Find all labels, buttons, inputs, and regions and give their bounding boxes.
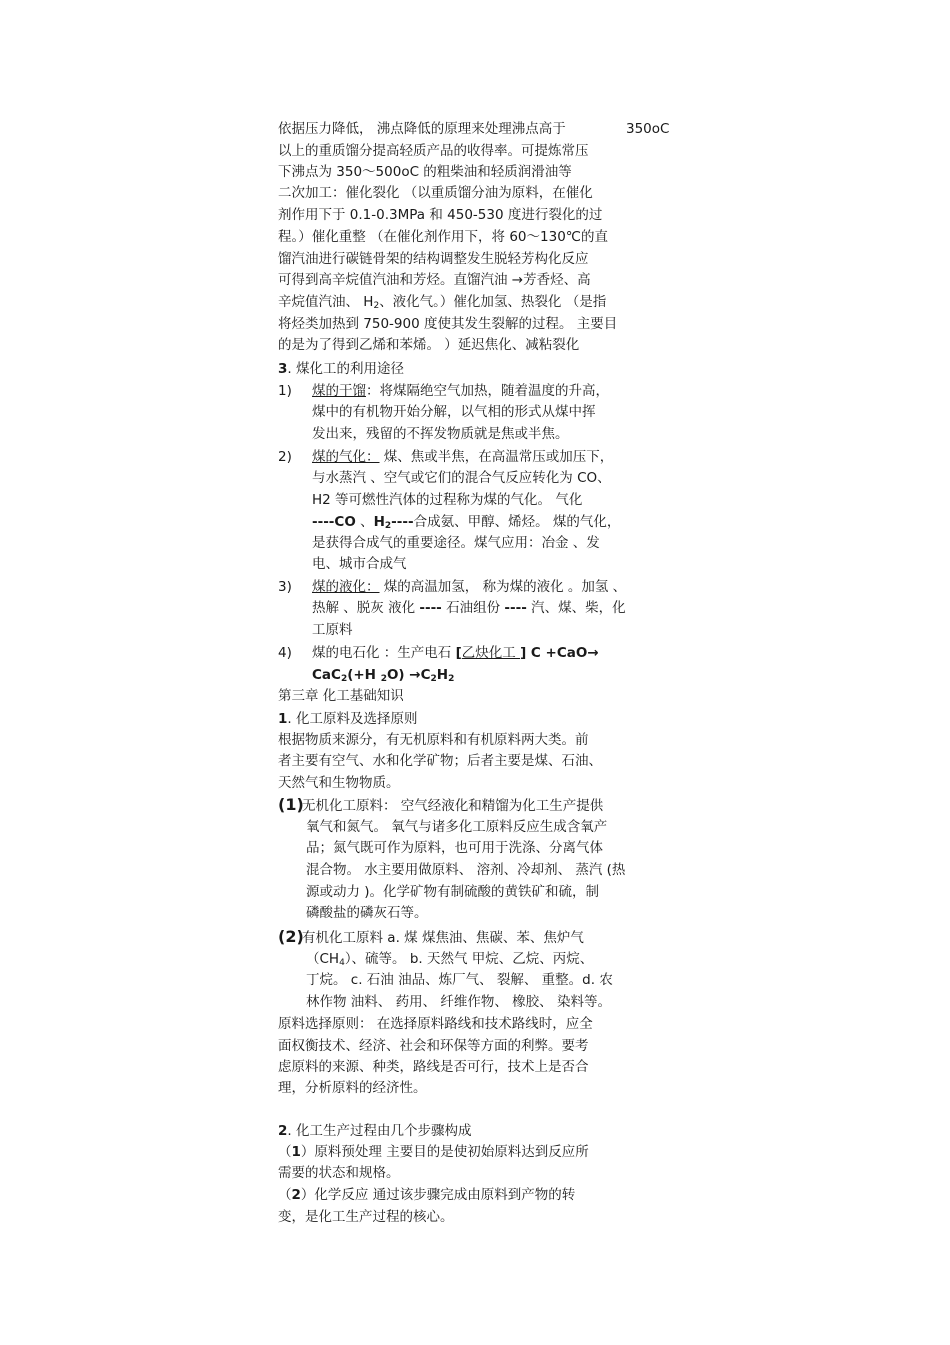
section-heading: 3. 煤化工的利用途径: [278, 361, 404, 377]
list-item: 煤的液化： 煤的高温加氢， 称为煤的液化 。加氢 、: [312, 579, 627, 595]
text-line: 剂作用下于 0.1-0.3MPa 和 450-530 度进行裂化的过: [278, 207, 603, 223]
text-line: 程。）催化重整 （在催化剂作用下，将 60～130℃的直: [278, 229, 608, 245]
text-line: 的是为了得到乙烯和苯烯。 ）延迟焦化、减粘裂化: [278, 337, 580, 353]
text-line: 需要的状态和规格。: [278, 1165, 400, 1181]
section-heading: 1. 化工原料及选择原则: [278, 711, 418, 727]
list-item: 工原料: [312, 622, 353, 638]
chapter-heading: 第三章 化工基础知识: [278, 688, 404, 704]
text-line: 可得到高辛烷值汽油和芳烃。直馏汽油 →芳香烃、高: [278, 272, 591, 288]
chemical-equation: CaC$_2$(+H $_2O) \to C_2H_2$: [312, 667, 455, 684]
list-item: $(CH_4)$、硫等。 b. 天然气 甲烷、乙烷、丙烷、: [306, 951, 594, 968]
list-item-number: 3): [278, 579, 292, 595]
list-item: 品；氮气既可作为原料，也可用于洗涤、分离气体: [306, 840, 603, 856]
list-item: 是获得合成气的重要途径。煤气应用：冶金 、发: [312, 535, 600, 551]
list-item-number: 2): [278, 449, 292, 465]
list-item-number: (1): [278, 795, 304, 814]
list-item: 电、城市合成气: [312, 556, 407, 572]
text-line: （2）化学反应 通过该步骤完成由原料到产物的转: [278, 1187, 576, 1203]
text-line: 馏汽油进行碳链骨架的结构调整发生脱轻芳构化反应: [278, 251, 589, 267]
list-item: 磷酸盐的磷灰石等。: [306, 905, 428, 921]
text-line: 理，分析原料的经济性。: [278, 1080, 427, 1096]
text-line: 虑原料的来源、种类，路线是否可行，技术上是否合: [278, 1059, 589, 1075]
list-item: 与水蒸汽 、空气或它们的混合气反应转化为 CO、: [312, 470, 611, 486]
text-line: 辛烷值汽油、 $H_2$、液化气。）催化加氢、热裂化 （是指: [278, 294, 607, 311]
list-item: 热解 、脱灰 液化 ---- 石油组份 ---- 汽、煤、柴，化: [312, 600, 626, 616]
text-line: 二次加工：催化裂化 （以重质馏分油为原料，在催化: [278, 185, 593, 201]
text-line: 原料选择原则： 在选择原料路线和技术路线时，应全: [278, 1016, 593, 1032]
list-item: 发出来，残留的不挥发物质就是焦或半焦。: [312, 426, 569, 442]
text-line: 以上的重质馏分提高轻质产品的收得率。可提炼常压: [278, 143, 589, 159]
list-item: 煤的电石化 ：生产电石 [乙炔化工 ] C +CaO→: [312, 645, 599, 661]
text-line: 天然气和生物物质。: [278, 775, 400, 791]
list-item: 无机化工原料： 空气经液化和精馏为化工生产提供: [302, 798, 604, 814]
text-line: 将烃类加热到 750-900 度使其发生裂解的过程。 主要目: [278, 316, 618, 332]
list-item: ----CO 、$H_2----$合成氨、甲醇、烯烃。 煤的气化，: [312, 514, 621, 531]
text-line: 依据压力降低， 沸点降低的原理来处理沸点高于: [278, 121, 566, 137]
text-line: 根据物质来源分，有无机原料和有机原料两大类。前: [278, 732, 589, 748]
list-item: H2 等可燃性汽体的过程称为煤的气化。 气化: [312, 492, 583, 508]
list-item: 丁烷。 c. 石油 油品、炼厂气、 裂解、 重整。d. 农: [306, 972, 613, 988]
text-line: 面权衡技术、经济、社会和环保等方面的利弊。要考: [278, 1038, 589, 1054]
text-line: 下沸点为 350～500oC 的粗柴油和轻质润滑油等: [278, 164, 572, 180]
text-line: 350oC: [626, 121, 670, 137]
text-line: 者主要有空气、水和化学矿物；后者主要是煤、石油、: [278, 753, 602, 769]
list-item-number: (2): [278, 927, 304, 946]
section-heading: 2. 化工生产过程由几个步骤构成: [278, 1123, 472, 1139]
list-item-number: 1): [278, 383, 292, 399]
list-item: 有机化工原料 a. 煤 煤焦油、焦碳、苯、焦炉气: [302, 930, 584, 946]
list-item: 源或动力 )。化学矿物有制硫酸的黄铁矿和硫，制: [306, 884, 600, 900]
list-item: 林作物 油料、 药用、 纤维作物、 橡胶、 染料等。: [306, 994, 611, 1010]
text-line: 变，是化工生产过程的核心。: [278, 1209, 454, 1225]
list-item: 氧气和氮气。 氧气与诸多化工原料反应生成含氧产: [306, 819, 608, 835]
list-item: 煤的气化： 煤、焦或半焦，在高温常压或加压下，: [312, 449, 614, 465]
list-item: 煤中的有机物开始分解，以气相的形式从煤中挥: [312, 404, 596, 420]
list-item: 煤的干馏：将煤隔绝空气加热，随着温度的升高，: [312, 383, 609, 399]
text-line: （1）原料预处理 主要目的是使初始原料达到反应所: [278, 1144, 589, 1160]
list-item-number: 4): [278, 645, 292, 661]
list-item: 混合物。 水主要用做原料、 溶剂、冷却剂、 蒸汽 (热: [306, 862, 626, 878]
